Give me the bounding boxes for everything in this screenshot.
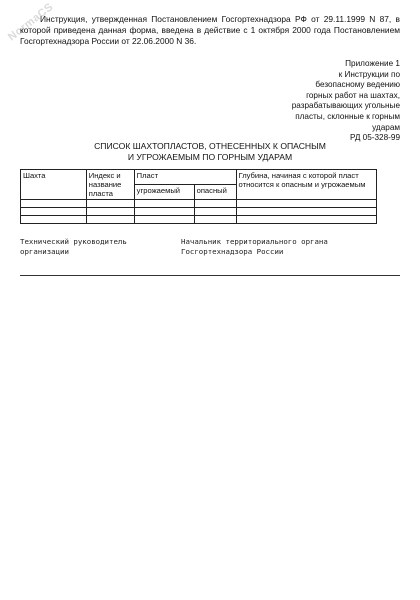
appendix-reference [240, 59, 400, 144]
appendix-line: к Инструкции по [338, 69, 400, 79]
appendix-line: Приложение 1 [345, 59, 400, 68]
table-row [21, 208, 377, 216]
appendix-line: ударам [372, 122, 400, 132]
watermark: NormaCS [6, 0, 56, 44]
appendix-line: безопасному ведению [315, 80, 400, 90]
table-row [21, 200, 377, 208]
appendix-line: горных работ на шахтах, [306, 90, 400, 100]
header-threatened: угрожаемый [134, 185, 194, 200]
title-line: СПИСОК ШАХТОПЛАСТОВ, ОТНЕСЕННЫХ К ОПАСНЫМ [94, 141, 326, 151]
seams-table [20, 169, 377, 224]
table-header-row [21, 170, 377, 185]
signature-technical-director: Технический руководитель организации [20, 237, 127, 256]
table-cell[interactable] [86, 208, 134, 216]
table-cell[interactable] [194, 208, 236, 216]
signature-regional-head: Начальник территориального органа Госгортехнадзора России [181, 237, 328, 256]
header-dangerous: опасный [194, 185, 236, 200]
table-cell[interactable] [134, 208, 194, 216]
table-cell[interactable] [21, 200, 87, 208]
table-cell[interactable] [86, 216, 134, 224]
table-cell[interactable] [134, 216, 194, 224]
table-cell[interactable] [236, 208, 376, 216]
table-cell[interactable] [194, 200, 236, 208]
divider-line [20, 275, 400, 276]
appendix-line: разрабатывающих угольные [291, 101, 400, 111]
table-row [21, 216, 377, 224]
appendix-line: пласты, склонные к горным [295, 111, 400, 121]
table-cell[interactable] [194, 216, 236, 224]
appendix-line: РД 05-328-99 [349, 133, 400, 143]
document-title [40, 141, 380, 162]
table-cell[interactable] [21, 216, 87, 224]
table-cell[interactable] [236, 216, 376, 224]
title-line: И УГРОЖАЕМЫМ ПО ГОРНЫМ УДАРАМ [127, 151, 293, 162]
header-mine: Шахта [21, 170, 87, 200]
header-seam: Пласт [134, 170, 236, 185]
header-index: Индекс и название пласта [86, 170, 134, 200]
table-cell[interactable] [236, 200, 376, 208]
table-cell[interactable] [21, 208, 87, 216]
table-cell[interactable] [134, 200, 194, 208]
intro-paragraph: Инструкция, утвержденная Постановлением Госгортехнадзора РФ от 29.11.1999 N 87, в которой приведена данная форма, введена в действие с 1 октября 2000 года Постановлением Госгортехнадзора России от 22.06.2000 N 36. [20, 14, 400, 46]
table-cell[interactable] [86, 200, 134, 208]
header-depth: Глубина, начиная с которой пласт относится к опасным и угрожаемым [236, 170, 376, 200]
